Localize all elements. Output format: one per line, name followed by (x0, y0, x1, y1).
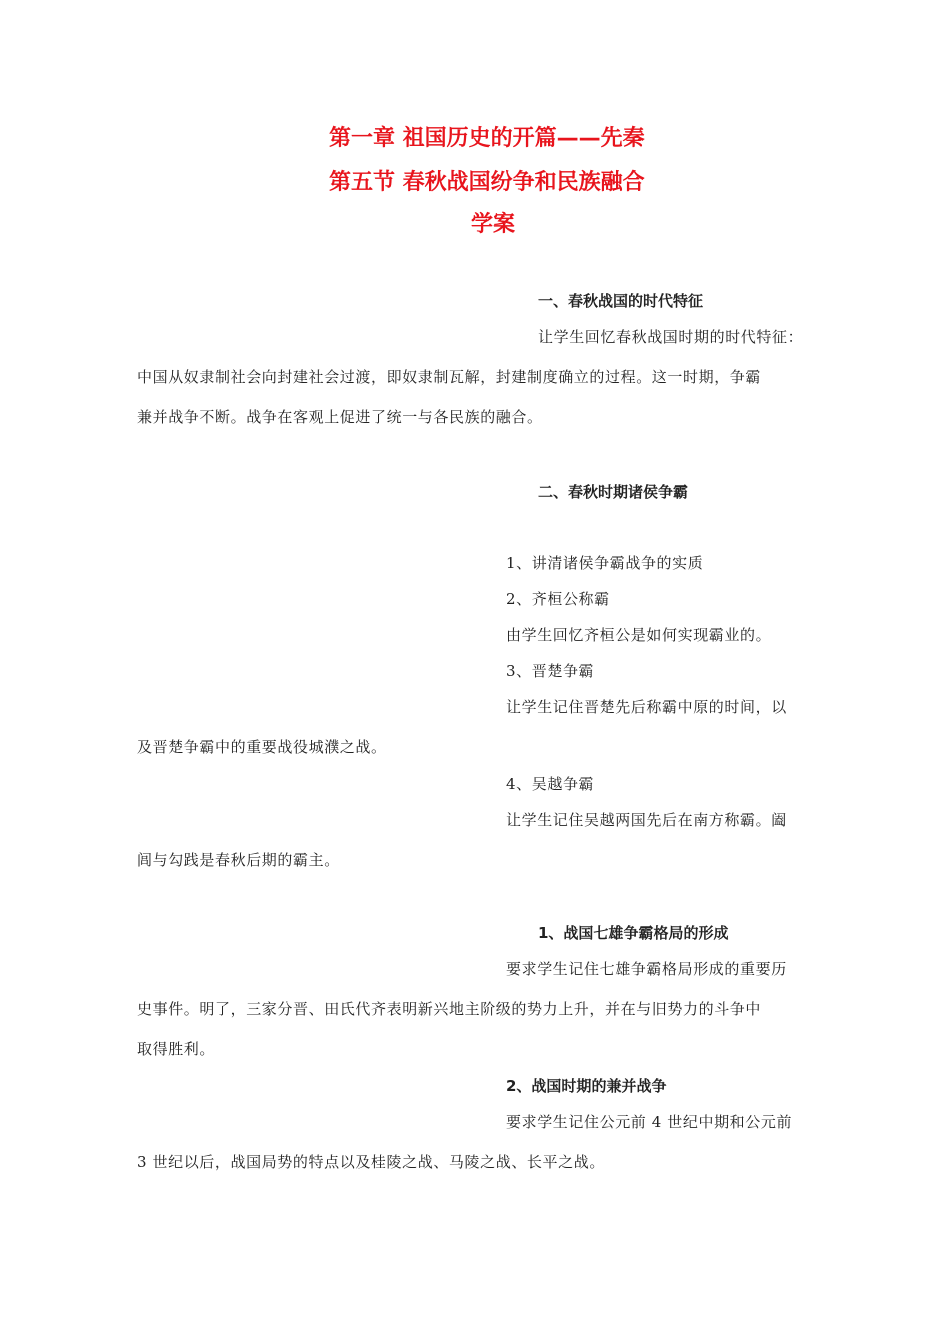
part2-item4: 4、吴越争霸 (506, 775, 595, 793)
part1-line2: 中国从奴隶制社会向封建社会过渡，即奴隶制瓦解，封建制度确立的过程。这一时期，争霸 (137, 368, 762, 386)
part2-item3-text2: 及晋楚争霸中的重要战役城濮之战。 (137, 738, 387, 756)
part2-item1: 1、讲清诸侯争霸战争的实质 (506, 554, 704, 572)
part2-heading: 二、春秋时期诸侯争霸 (538, 483, 689, 501)
part2-item4-text1: 让学生记住吴越两国先后在南方称霸。阖 (506, 811, 787, 829)
part3-text1-line3: 取得胜利。 (137, 1040, 216, 1058)
part1-line1: 让学生回忆春秋战国时期的时代特征： (538, 328, 804, 346)
part2-item4-text2: 闾与勾践是春秋后期的霸主。 (137, 851, 340, 869)
part2-item3-text1: 让学生记住晋楚先后称霸中原的时间，以 (506, 698, 787, 716)
part1-line3: 兼并战争不断。战争在客观上促进了统一与各民族的融合。 (137, 408, 543, 426)
part2-item3: 3、晋楚争霸 (506, 662, 595, 680)
part1-heading: 一、春秋战国的时代特征 (538, 292, 704, 310)
part3-text2-line2: 3 世纪以后，战国局势的特点以及桂陵之战、马陵之战、长平之战。 (137, 1153, 605, 1171)
doc-type-title: 学案 (471, 212, 516, 237)
section-title: 第五节 春秋战国纷争和民族融合 (329, 170, 645, 195)
chapter-title: 第一章 祖国历史的开篇——先秦 (329, 126, 645, 151)
part3-text2-line1: 要求学生记住公元前 4 世纪中期和公元前 (506, 1113, 793, 1131)
part3-heading1: 1、战国七雄争霸格局的形成 (538, 924, 729, 942)
part2-item2-text: 由学生回忆齐桓公是如何实现霸业的。 (506, 626, 772, 644)
part3-text1-line1: 要求学生记住七雄争霸格局形成的重要历 (506, 960, 787, 978)
part3-text1-line2: 史事件。明了，三家分晋、田氏代齐表明新兴地主阶级的势力上升，并在与旧势力的斗争中 (137, 1000, 762, 1018)
part3-heading2: 2、战国时期的兼并战争 (506, 1077, 667, 1095)
part2-item2: 2、齐桓公称霸 (506, 590, 610, 608)
